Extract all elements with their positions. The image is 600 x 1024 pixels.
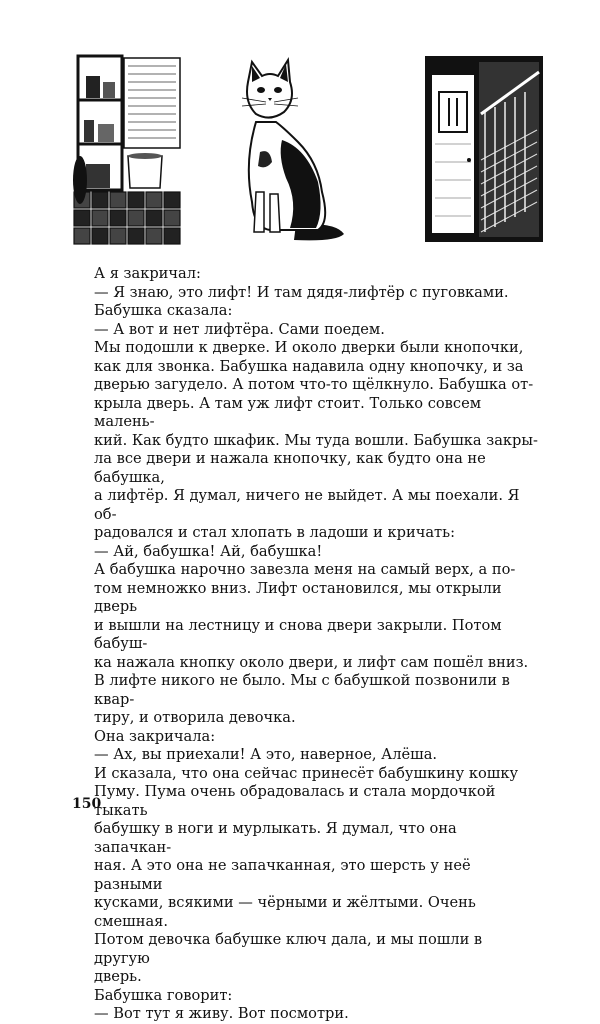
- text-line: — Вот тут я живу. Вот посмотри.: [94, 1005, 349, 1022]
- text-line: дверью загудело. А потом что-то щёлкнуло. Бабушка от-: [94, 376, 534, 393]
- cat-illustration: [226, 52, 358, 245]
- text-line: том немножко вниз. Лифт остановился, мы открыли дверь: [94, 579, 502, 615]
- text-line: Она закричала:: [94, 727, 216, 745]
- text-line: Потом девочка бабушке ключ дала, и мы пошли в другую: [94, 931, 483, 967]
- kitchen-shelf-illustration: [72, 52, 182, 245]
- text-line: кий. Как будто шкафик. Мы туда вошли. Бабушка закры-: [94, 431, 538, 449]
- text-line: дверь.: [94, 968, 142, 985]
- text-line: тиру, и отворила девочка.: [94, 709, 296, 726]
- page-number: 150: [72, 796, 102, 812]
- text-line: кусками, всякими — чёрными и жёлтыми. Очень смешная.: [94, 894, 476, 930]
- text-line: ка нажала кнопку около двери, и лифт сам пошёл вниз.: [94, 653, 529, 671]
- text-line: А я закричал:: [94, 265, 201, 282]
- text-line: — Ах, вы приехали! А это, наверное, Алёша.: [94, 746, 438, 763]
- text-line: — А вот и нет лифтёра. Сами поедем.: [94, 320, 385, 338]
- text-line: — Ай, бабушка! Ай, бабушка!: [94, 542, 323, 560]
- text-line: а лифтёр. Я думал, ничего не выйдет. А мы поехали. Я об-: [94, 487, 520, 523]
- stairwell-door-illustration: [425, 52, 543, 245]
- text-line: крыла дверь. А там уж лифт стоит. Только совсем малень-: [94, 394, 482, 430]
- text-line: бабушку в ноги и мурлыкать. Я думал, что она запачкан-: [94, 820, 457, 856]
- text-line: и вышли на лестницу и снова двери закрыли. Потом бабуш-: [94, 616, 502, 652]
- text-line: Бабушка говорит:: [94, 986, 233, 1004]
- text-line: Пуму. Пума очень обрадовалась и стала мордочкой тыкать: [94, 783, 496, 819]
- text-line: В лифте никого не было. Мы с бабушкой позвонили в квар-: [94, 672, 510, 708]
- text-line: — Я знаю, это лифт! И там дядя-лифтёр с пуговками.: [94, 283, 509, 301]
- text-line: И сказала, что она сейчас принесёт бабушкину кошку: [94, 764, 519, 782]
- text-line: радовался и стал хлопать в ладоши и кричать:: [94, 524, 455, 541]
- text-line: А бабушка нарочно завезла меня на самый верх, а по-: [94, 561, 516, 578]
- story-text: [94, 265, 538, 1024]
- text-line: Мы подошли к дверке. И около дверки были кнопочки,: [94, 339, 524, 356]
- text-line: ная. А это она не запачканная, это шерсть у неё разными: [94, 857, 471, 893]
- text-line: ла все двери и нажала кнопочку, как будто она не бабушка,: [94, 450, 486, 486]
- text-line: Бабушка сказала:: [94, 302, 233, 319]
- text-line: как для звонка. Бабушка надавила одну кнопочку, и за: [94, 357, 524, 375]
